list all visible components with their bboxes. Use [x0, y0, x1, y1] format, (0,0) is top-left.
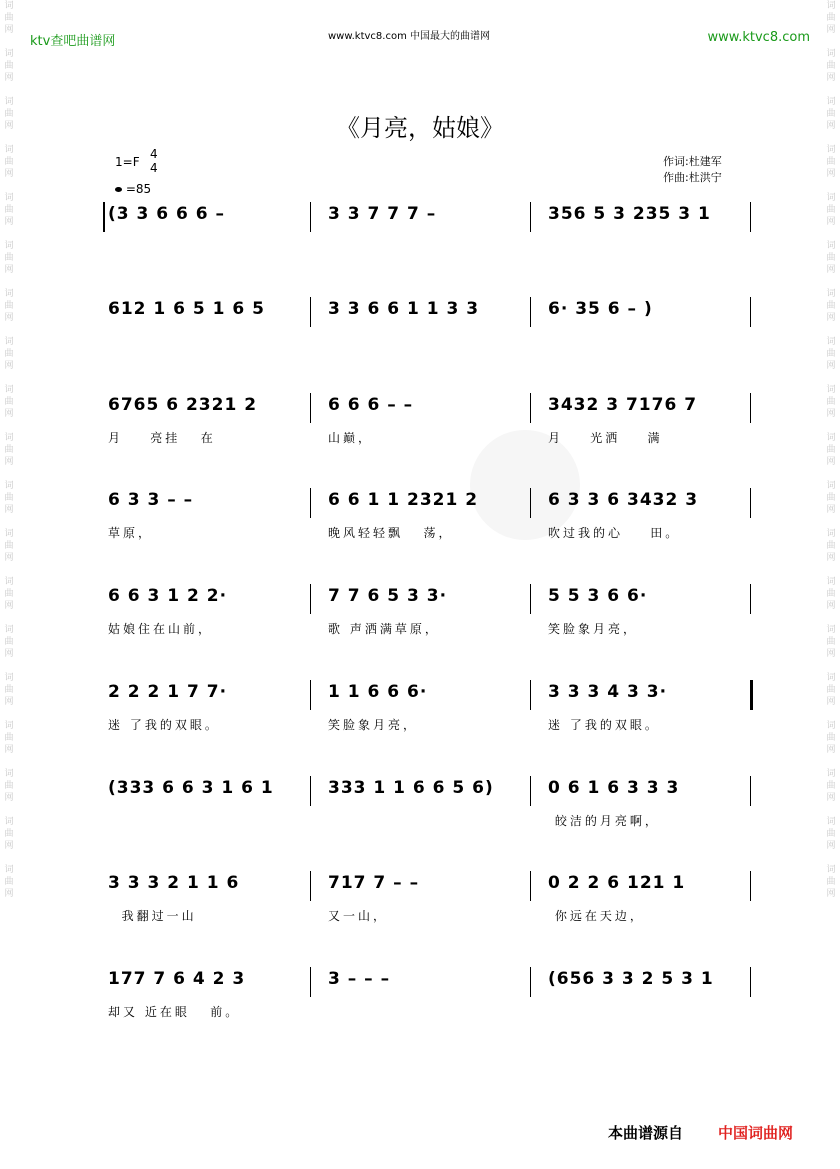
watermark-glyph: 词: [4, 769, 14, 779]
measure-notes: 3 3 7 7 7 –: [328, 204, 437, 224]
watermark-glyph: 网: [826, 169, 836, 179]
watermark-glyph: 网: [4, 457, 14, 467]
watermark-glyph: 网: [826, 361, 836, 371]
barline: [310, 488, 311, 518]
barline: [750, 393, 751, 423]
lyricist: 作词:杜建军: [663, 155, 722, 168]
left-watermark-strip: [2, 0, 16, 1169]
watermark-glyph: 网: [826, 265, 836, 275]
measure-notes: 3 3 6 6 1 1 3 3: [328, 299, 480, 319]
watermark-glyph: 曲: [4, 589, 14, 599]
watermark-glyph: 词: [4, 97, 14, 107]
watermark-glyph: 网: [826, 457, 836, 467]
time-signature-top: 4: [150, 147, 158, 161]
watermark-glyph: 网: [826, 793, 836, 803]
watermark-glyph: 曲: [826, 13, 836, 23]
watermark-glyph: 曲: [826, 637, 836, 647]
watermark-glyph: 曲: [4, 157, 14, 167]
watermark-glyph-group: [2, 768, 16, 804]
watermark-glyph: 曲: [4, 445, 14, 455]
barline: [530, 776, 531, 806]
watermark-glyph: 网: [826, 649, 836, 659]
measure-notes: 6 3 3 6 3432 3: [548, 490, 699, 510]
measure-lyrics: 草原，: [108, 526, 154, 540]
watermark-glyph: 词: [4, 865, 14, 875]
watermark-glyph: 网: [826, 889, 836, 899]
measure-notes: (656 3 3 2 5 3 1: [548, 969, 714, 989]
measure-notes: (3 3 6 6 6 –: [108, 204, 226, 224]
time-signature-bottom: 4: [150, 161, 158, 175]
watermark-glyph-group: [824, 720, 838, 756]
measure-lyrics: 吹过我的心 田。: [548, 526, 681, 540]
watermark-glyph: 网: [4, 697, 14, 707]
measure-lyrics: 却又 近在眼 前。: [108, 1005, 241, 1019]
barline: [530, 967, 531, 997]
watermark-glyph-group: [2, 576, 16, 612]
watermark-glyph: 曲: [826, 541, 836, 551]
watermark-glyph-group: [2, 48, 16, 84]
header-center-site: www.ktvc8.com 中国最大的曲谱网: [328, 31, 491, 42]
watermark-glyph-group: [824, 384, 838, 420]
watermark-glyph: 词: [4, 529, 14, 539]
barline: [530, 871, 531, 901]
measure-lyrics: 笑脸象月亮，: [328, 718, 419, 732]
measure-notes: 6 6 6 – –: [328, 395, 414, 415]
watermark-glyph: 网: [4, 361, 14, 371]
watermark-glyph: 曲: [826, 109, 836, 119]
watermark-glyph: 曲: [826, 733, 836, 743]
watermark-glyph-group: [2, 240, 16, 276]
watermark-glyph: 词: [826, 721, 836, 731]
watermark-glyph: 词: [826, 673, 836, 683]
measure-lyrics: 月 亮挂 在: [108, 431, 216, 445]
watermark-glyph-group: [2, 528, 16, 564]
watermark-glyph: 网: [826, 73, 836, 83]
watermark-glyph: 词: [4, 385, 14, 395]
measure-lyrics: 迷 了我的双眼。: [108, 718, 220, 732]
watermark-glyph-group: [824, 768, 838, 804]
watermark-glyph: 曲: [826, 445, 836, 455]
watermark-glyph: 曲: [4, 349, 14, 359]
watermark-glyph: 网: [826, 25, 836, 35]
barline: [310, 297, 311, 327]
watermark-glyph: 网: [4, 265, 14, 275]
barline: [530, 488, 531, 518]
watermark-glyph-group: [2, 384, 16, 420]
measure-notes: (333 6 6 3 1 6 1: [108, 778, 274, 798]
key-label: 1=F: [115, 155, 140, 169]
barline: [750, 297, 751, 327]
measure-notes: 3432 3 7176 7: [548, 395, 698, 415]
watermark-glyph: 曲: [826, 253, 836, 263]
watermark-glyph: 词: [4, 817, 14, 827]
watermark-glyph-group: [824, 288, 838, 324]
watermark-glyph-group: [2, 816, 16, 852]
measure-notes: 0 2 2 6 121 1: [548, 873, 686, 893]
watermark-glyph: 词: [826, 49, 836, 59]
watermark-glyph-group: [2, 288, 16, 324]
watermark-glyph: 曲: [4, 733, 14, 743]
measure-notes: 717 7 – –: [328, 873, 420, 893]
footer-source-label: 本曲谱源自: [608, 1124, 684, 1142]
tempo-marking: [115, 182, 151, 196]
watermark-glyph: 曲: [4, 685, 14, 695]
watermark-glyph: 曲: [4, 13, 14, 23]
watermark-glyph: 网: [826, 409, 836, 419]
watermark-glyph: 网: [826, 553, 836, 563]
measure-lyrics: 迷 了我的双眼。: [548, 718, 660, 732]
barline: [310, 584, 311, 614]
watermark-glyph-group: [824, 432, 838, 468]
measure-lyrics: 山巅，: [328, 431, 374, 445]
watermark-glyph: 网: [826, 697, 836, 707]
measure-lyrics: 姑娘住在山前，: [108, 622, 214, 636]
measure-lyrics: 我翻过一山: [108, 909, 197, 923]
measure-notes: 612 1 6 5 1 6 5: [108, 299, 265, 319]
watermark-glyph: 曲: [826, 157, 836, 167]
watermark-glyph: 词: [826, 1, 836, 11]
watermark-glyph: 词: [4, 625, 14, 635]
barline: [750, 488, 751, 518]
watermark-glyph: 网: [826, 601, 836, 611]
quarter-note-icon: [115, 187, 122, 192]
watermark-glyph: 词: [4, 49, 14, 59]
watermark-glyph: 词: [826, 625, 836, 635]
measure-notes: 2 2 2 1 7 7·: [108, 682, 228, 702]
watermark-glyph: 曲: [4, 397, 14, 407]
barline: [310, 967, 311, 997]
measure-lyrics: 月 光洒 满: [548, 431, 663, 445]
measure-notes: 3 – – –: [328, 969, 391, 989]
watermark-glyph-group: [2, 336, 16, 372]
watermark-glyph: 网: [826, 313, 836, 323]
barline: [750, 967, 751, 997]
watermark-glyph-group: [2, 0, 16, 36]
watermark-glyph-group: [2, 624, 16, 660]
watermark-glyph: 曲: [826, 589, 836, 599]
watermark-glyph: 曲: [826, 685, 836, 695]
watermark-glyph: 词: [4, 481, 14, 491]
watermark-glyph-group: [824, 864, 838, 900]
watermark-glyph-group: [824, 144, 838, 180]
watermark-glyph: 曲: [4, 877, 14, 887]
watermark-glyph: 曲: [4, 829, 14, 839]
watermark-glyph: 网: [4, 841, 14, 851]
measure-notes: 5 5 3 6 6·: [548, 586, 648, 606]
watermark-glyph: 词: [826, 529, 836, 539]
watermark-glyph: 词: [826, 337, 836, 347]
watermark-glyph: 网: [826, 745, 836, 755]
watermark-glyph: 网: [826, 841, 836, 851]
measure-notes: 6· 35 6 – ): [548, 299, 653, 319]
watermark-glyph-group: [824, 336, 838, 372]
barline: [530, 202, 531, 232]
watermark-glyph: 词: [826, 145, 836, 155]
watermark-glyph: 网: [4, 313, 14, 323]
measure-notes: 3 3 3 2 1 1 6: [108, 873, 240, 893]
watermark-glyph: 网: [826, 505, 836, 515]
watermark-glyph: 词: [826, 385, 836, 395]
watermark-glyph-group: [824, 480, 838, 516]
watermark-glyph: 曲: [4, 541, 14, 551]
watermark-glyph: 词: [826, 481, 836, 491]
barline: [310, 776, 311, 806]
watermark-glyph: 词: [4, 1, 14, 11]
watermark-glyph: 曲: [4, 61, 14, 71]
measure-lyrics: 皎洁的月亮啊，: [548, 814, 660, 828]
measure-notes: 6 3 3 – –: [108, 490, 194, 510]
watermark-glyph: 曲: [826, 877, 836, 887]
composer: 作曲:杜洪宁: [663, 171, 722, 184]
watermark-glyph: 曲: [826, 301, 836, 311]
header-left-site-name: ktv查吧曲谱网: [30, 34, 116, 49]
watermark-glyph: 词: [4, 145, 14, 155]
watermark-glyph: 曲: [4, 637, 14, 647]
watermark-glyph: 曲: [4, 109, 14, 119]
watermark-glyph: 网: [4, 601, 14, 611]
watermark-glyph: 曲: [826, 349, 836, 359]
measure-notes: 6 6 1 1 2321 2: [328, 490, 479, 510]
repeat-end-barline: [750, 680, 753, 710]
watermark-glyph: 网: [4, 889, 14, 899]
watermark-glyph: 词: [826, 433, 836, 443]
barline: [310, 202, 311, 232]
barline: [750, 776, 751, 806]
barline: [530, 680, 531, 710]
watermark-glyph: 网: [4, 121, 14, 131]
watermark-glyph: 词: [826, 97, 836, 107]
watermark-glyph-group: [824, 672, 838, 708]
watermark-glyph: 网: [4, 793, 14, 803]
watermark-glyph: 网: [4, 217, 14, 227]
watermark-glyph: 曲: [826, 781, 836, 791]
measure-notes: 333 1 1 6 6 5 6): [328, 778, 494, 798]
barline: [310, 393, 311, 423]
measure-lyrics: 又一山，: [328, 909, 389, 923]
watermark-glyph-group: [824, 624, 838, 660]
watermark-glyph-group: [824, 192, 838, 228]
watermark-glyph-group: [2, 432, 16, 468]
measure-notes: 6765 6 2321 2: [108, 395, 258, 415]
watermark-glyph: 曲: [826, 397, 836, 407]
watermark-glyph: 词: [4, 193, 14, 203]
measure-notes: 6 6 3 1 2 2·: [108, 586, 228, 606]
barline: [530, 297, 531, 327]
measure-notes: 356 5 3 235 3 1: [548, 204, 711, 224]
watermark-glyph: 曲: [4, 493, 14, 503]
watermark-glyph-group: [2, 720, 16, 756]
barline: [750, 202, 751, 232]
watermark-glyph: 词: [826, 817, 836, 827]
watermark-glyph: 词: [4, 721, 14, 731]
watermark-glyph-group: [824, 240, 838, 276]
watermark-glyph: 曲: [4, 781, 14, 791]
barline: [750, 584, 751, 614]
watermark-glyph: 网: [4, 649, 14, 659]
barline: [750, 871, 751, 901]
measure-notes: 1 1 6 6 6·: [328, 682, 428, 702]
watermark-glyph-group: [2, 864, 16, 900]
measure-lyrics: 你远在天边，: [548, 909, 645, 923]
barline: [530, 393, 531, 423]
watermark-glyph-group: [824, 528, 838, 564]
watermark-glyph: 词: [4, 337, 14, 347]
barline: [310, 680, 311, 710]
watermark-glyph: 曲: [4, 205, 14, 215]
watermark-glyph: 网: [826, 121, 836, 131]
watermark-glyph-group: [2, 672, 16, 708]
watermark-glyph: 词: [826, 865, 836, 875]
watermark-glyph: 网: [4, 745, 14, 755]
watermark-glyph-group: [2, 480, 16, 516]
watermark-glyph: 网: [4, 553, 14, 563]
watermark-glyph: 网: [4, 505, 14, 515]
watermark-glyph-group: [824, 48, 838, 84]
measure-notes: 177 7 6 4 2 3: [108, 969, 246, 989]
watermark-glyph: 词: [826, 577, 836, 587]
measure-lyrics: 晚风轻轻飘 荡，: [328, 526, 454, 540]
measure-lyrics: 笑脸象月亮，: [548, 622, 639, 636]
watermark-glyph-group: [2, 144, 16, 180]
watermark-glyph: 词: [4, 577, 14, 587]
time-signature: [150, 147, 158, 175]
watermark-glyph: 词: [4, 241, 14, 251]
watermark-glyph: 词: [826, 769, 836, 779]
measure-notes: 0 6 1 6 3 3 3: [548, 778, 680, 798]
watermark-glyph: 曲: [826, 205, 836, 215]
watermark-glyph: 网: [826, 217, 836, 227]
watermark-glyph-group: [2, 192, 16, 228]
watermark-glyph: 网: [4, 169, 14, 179]
repeat-start-barline: [103, 202, 105, 232]
right-watermark-strip: [824, 0, 838, 1169]
watermark-glyph: 曲: [826, 493, 836, 503]
watermark-glyph: 曲: [4, 253, 14, 263]
watermark-glyph: 词: [826, 193, 836, 203]
tempo-value: =85: [125, 182, 152, 196]
watermark-glyph-group: [824, 816, 838, 852]
measure-lyrics: 歌 声洒满草原，: [328, 622, 440, 636]
footer-source-site[interactable]: 中国词曲网: [718, 1124, 794, 1142]
watermark-glyph: 词: [826, 241, 836, 251]
watermark-glyph-group: [824, 576, 838, 612]
watermark-glyph: 词: [4, 673, 14, 683]
watermark-glyph: 词: [826, 289, 836, 299]
watermark-glyph: 网: [4, 409, 14, 419]
watermark-glyph: 词: [4, 289, 14, 299]
barline: [310, 871, 311, 901]
measure-notes: 7 7 6 5 3 3·: [328, 586, 448, 606]
watermark-glyph: 网: [4, 73, 14, 83]
watermark-glyph-group: [824, 0, 838, 36]
watermark-glyph: 曲: [826, 829, 836, 839]
watermark-glyph: 曲: [826, 61, 836, 71]
measure-notes: 3 3 3 4 3 3·: [548, 682, 668, 702]
header-right-url[interactable]: www.ktvc8.com: [707, 30, 810, 45]
watermark-glyph: 网: [4, 25, 14, 35]
watermark-glyph: 词: [4, 433, 14, 443]
song-title: 《月亮，姑娘》: [336, 114, 504, 142]
barline: [530, 584, 531, 614]
watermark-glyph: 曲: [4, 301, 14, 311]
credits: [663, 154, 722, 186]
